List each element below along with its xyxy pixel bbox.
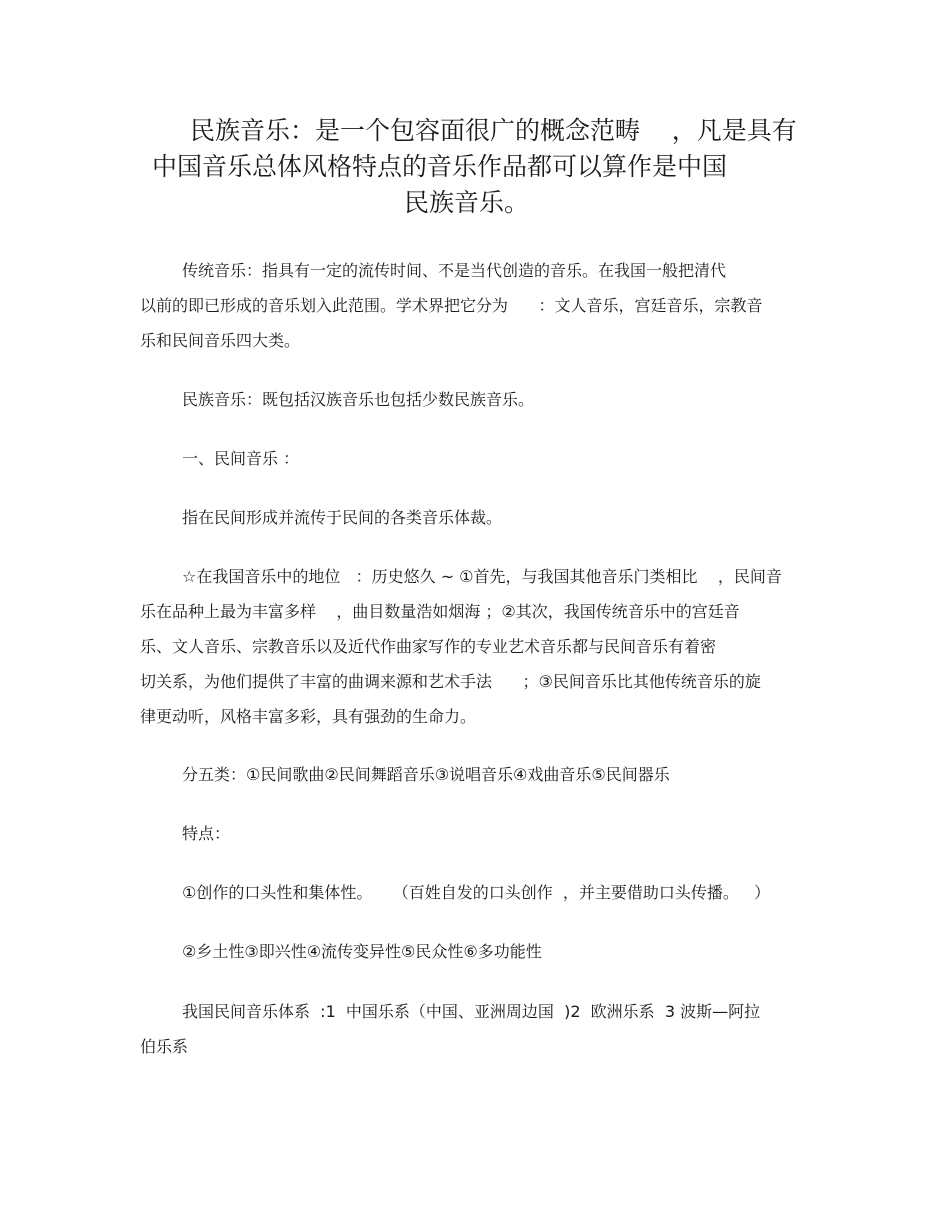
paragraph-line: 伯乐系	[140, 1037, 189, 1056]
paragraph-line: 特点：	[182, 824, 231, 843]
paragraph-line: ②乡土性③即兴性④流传变异性⑤民众性⑥多功能性	[182, 942, 542, 961]
paragraph-ethnic-music	[140, 382, 810, 417]
paragraph-traditional-music	[140, 253, 810, 358]
paragraph-line: 乐、文人音乐、宗教音乐以及近代作曲家写作的专业艺术音乐都与民间音乐有着密	[140, 637, 717, 656]
paragraph-line: 乐和民间音乐四大类。	[140, 331, 301, 350]
paragraph-status	[140, 559, 810, 734]
paragraph-line: 指在民间形成并流传于民间的各类音乐体裁。	[182, 508, 503, 527]
paragraph-line: 我国民间音乐体系 :1 中国乐系（中国、亚洲周边国 )2 欧洲乐系 3 波斯—阿拉	[182, 1002, 761, 1021]
paragraph-line: 民族音乐：既包括汉族音乐也包括少数民族音乐。	[182, 390, 535, 409]
paragraph-line: 乐在品种上最为丰富多样 ，曲目数量浩如烟海 ；②其次，我国传统音乐中的宫廷音	[140, 602, 740, 621]
paragraph-feature-oral	[140, 875, 810, 910]
paragraph-line: 切关系，为他们提供了丰富的曲调来源和艺术手法 ；③民间音乐比其他传统音乐的旋	[140, 672, 761, 691]
paragraph-feature-list	[140, 934, 810, 969]
paragraph-five-categories	[140, 757, 810, 792]
paragraph-music-systems	[140, 994, 810, 1064]
paragraph-folk-definition	[140, 500, 810, 535]
title-line: 民族音乐。	[404, 188, 530, 217]
title-line: 民族音乐：是一个包容面很广的概念范畴 ，凡是具有	[190, 116, 797, 145]
paragraph-line: 分五类：①民间歌曲②民间舞蹈音乐③说唱音乐④戏曲音乐⑤民间器乐	[182, 765, 670, 784]
title-line: 中国音乐总体风格特点的音乐作品都可以算作是中国	[152, 152, 728, 181]
section-heading-folk-music	[140, 441, 810, 476]
paragraph-line: 一、民间音乐 ：	[182, 449, 300, 468]
paragraph-line: ①创作的口头性和集体性。 （百姓自发的口头创作 ，并主要借助口头传播。 ）	[182, 883, 771, 902]
paragraph-line: ☆在我国音乐中的地位 ：历史悠久 ~ ①首先，与我国其他音乐门类相比 ，民间音	[182, 567, 782, 586]
paragraph-line: 以前的即已形成的音乐划入此范围。学术界把它分为 ：文人音乐，宫廷音乐，宗教音	[140, 296, 763, 315]
document-title	[140, 113, 810, 221]
paragraph-features-heading	[140, 816, 810, 851]
paragraph-line: 律更动听，风格丰富多彩，具有强劲的生命力。	[140, 707, 477, 726]
paragraph-line: 传统音乐：指具有一定的流传时间、不是当代创造的音乐。在我国一般把清代	[182, 261, 727, 280]
